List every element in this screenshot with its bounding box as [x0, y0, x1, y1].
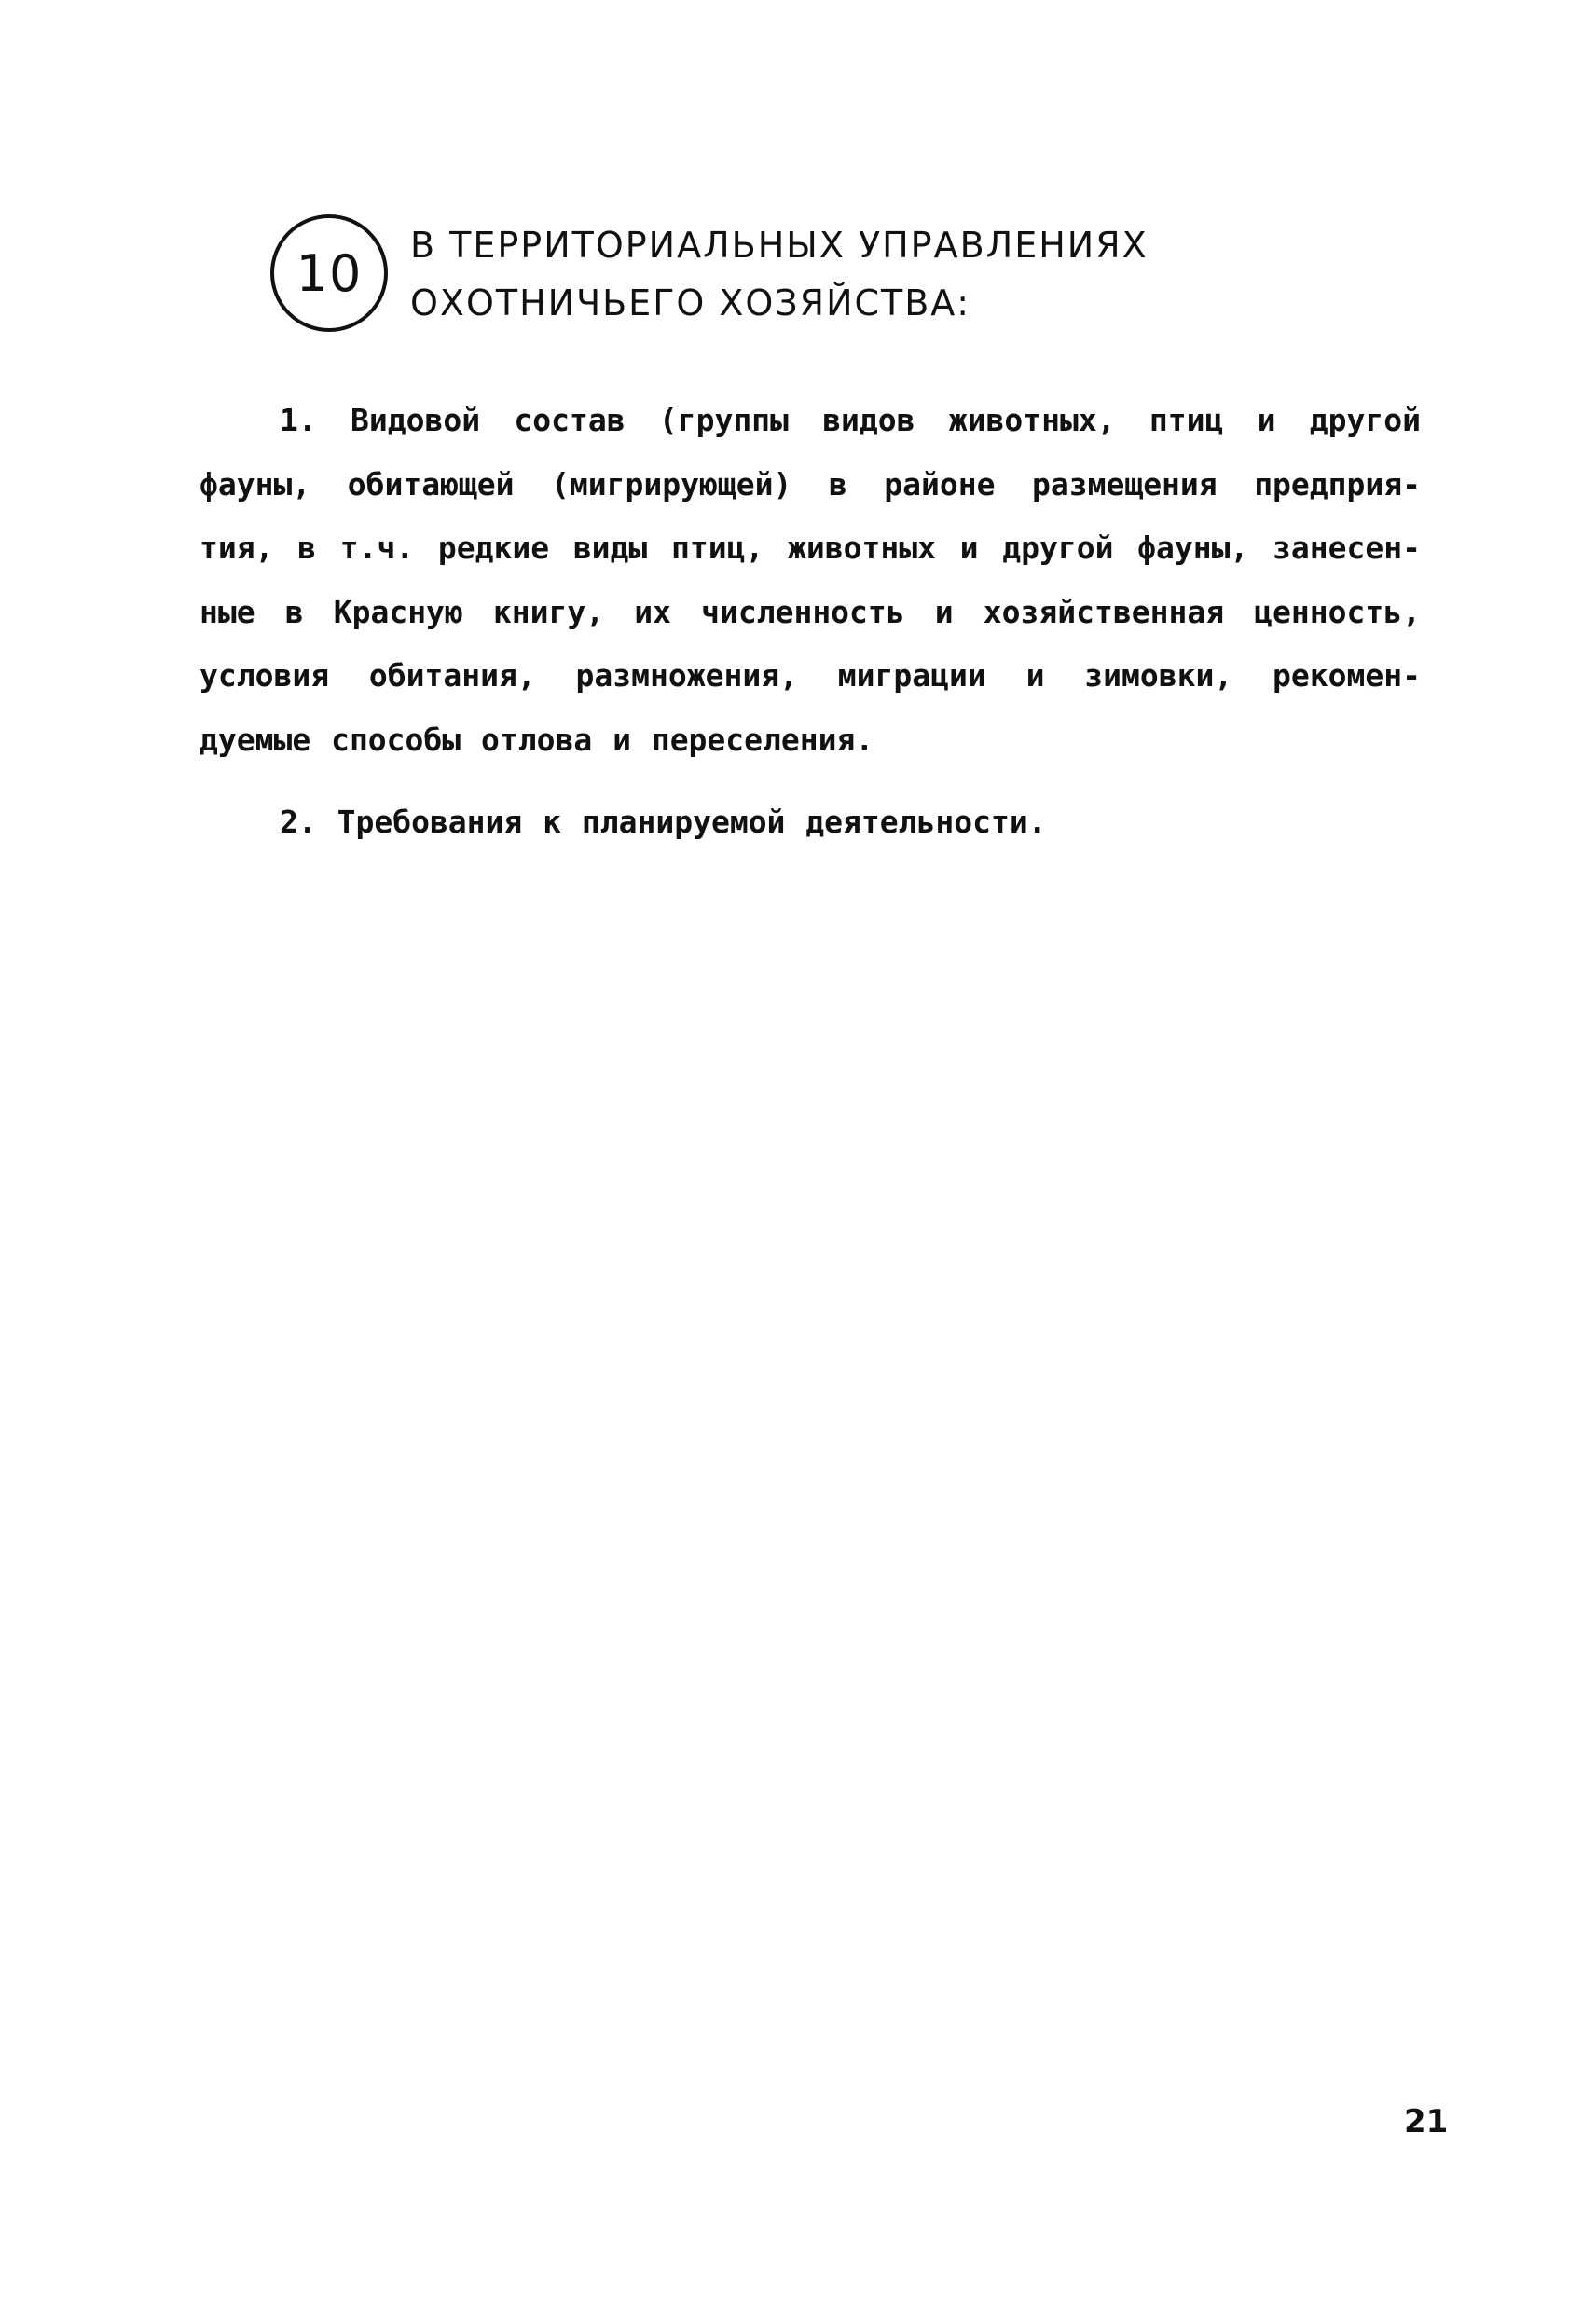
list-item-1-line-5: условия обитания, размножения, миграции и зимовки, рекомен-: [200, 657, 1421, 694]
list-item-1-line-1: 1. Видовой состав (группы видов животных, птиц и другой: [280, 402, 1421, 438]
section-heading: [410, 216, 1249, 332]
list-item-2: [200, 791, 1421, 855]
list-item-1: [200, 389, 1421, 772]
section-number-badge: 10: [270, 214, 388, 332]
section-heading-line-1: В ТЕРРИТОРИАЛЬНЫХ УПРАВЛЕНИЯХ: [410, 225, 1149, 266]
list-item-1-line-4: ные в Красную книгу, их численность и хозяйственная ценность,: [200, 593, 1421, 630]
list-item-1-line-6: дуемые способы отлова и переселения.: [200, 721, 874, 758]
page-number: 21: [1404, 2103, 1449, 2140]
list-item-1-line-2: фауны, обитающей (мигрирующей) в районе размещения предприя-: [200, 465, 1421, 502]
list-item-1-line-3: тия, в т.ч. редкие виды птиц, животных и другой фауны, занесен-: [200, 530, 1421, 566]
section-heading-line-2: ОХОТНИЧЬЕГО ХОЗЯЙСТВА:: [410, 282, 971, 323]
list-item-2-line-1: 2. Требования к планируемой деятельности.: [280, 804, 1047, 840]
